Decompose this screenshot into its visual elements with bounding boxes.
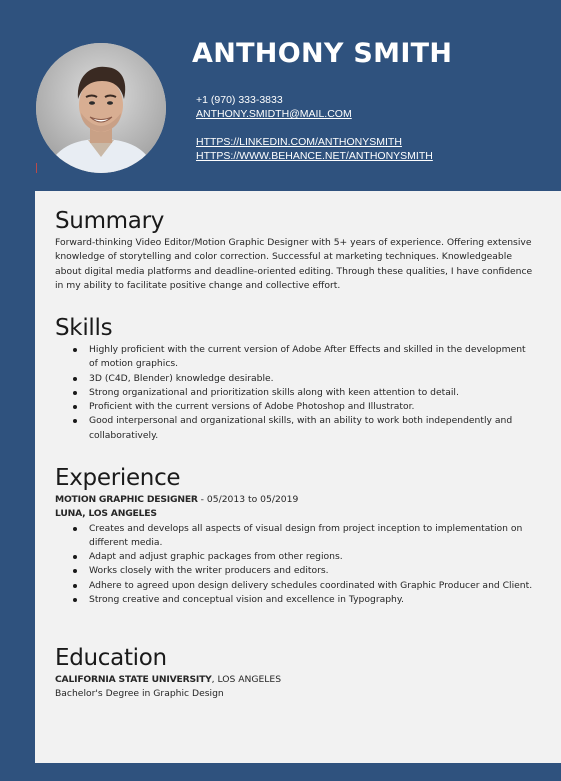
job-dates: - 05/2013 to 05/2019 [197, 494, 299, 505]
job-title: MOTION GRAPHIC DESIGNER [55, 494, 198, 505]
company-name: LUNA, LOS ANGELES [55, 508, 157, 520]
person-portrait-icon [36, 43, 166, 173]
experience-list [55, 522, 535, 608]
summary-text: Forward-thinking Video Editor/Motion Graphic Designer with 5+ years of experience. Offering extensive knowledge of storytelling and color correction. Successful at marketing techniques. Knowledgeable about digital media platforms and deadline-oriented editing. Through these qualities, I have confidence in my ability to facilitate positive change and collective effort. [55, 237, 533, 291]
list-item: Strong creative and conceptual vision and excellence in Typography. [89, 593, 535, 607]
experience-section [55, 465, 535, 607]
profile-photo [36, 43, 166, 173]
skills-heading: Skills [55, 315, 113, 341]
email-link[interactable]: ANTHONY.SMIDTH@MAIL.COM [196, 108, 352, 120]
experience-heading: Experience [55, 465, 181, 491]
contact-spacer [196, 121, 433, 135]
list-item: Strong organizational and prioritization skills along with keen attention to detail. [89, 386, 535, 400]
photo-marker [36, 163, 37, 173]
phone-number: +1 (970) 333-3833 [196, 94, 283, 106]
person-name: ANTHONY SMITH [192, 38, 453, 69]
list-item: Creates and develops all aspects of visual design from project inception to implementation on different media. [89, 522, 535, 551]
list-item: Adhere to agreed upon design delivery schedules coordinated with Graphic Producer and Client. [89, 579, 535, 593]
list-item: Good interpersonal and organizational skills, with an ability to work both independently and collaboratively. [89, 414, 535, 443]
degree: Bachelor's Degree in Graphic Design [55, 688, 224, 700]
behance-link[interactable]: HTTPS://WWW.BEHANCE.NET/ANTHONYSMITH [196, 150, 433, 162]
education-heading: Education [55, 645, 167, 671]
linkedin-link[interactable]: HTTPS://LINKEDIN.COM/ANTHONYSMITH [196, 136, 402, 148]
list-item: Works closely with the writer producers and editors. [89, 564, 535, 578]
resume-body [35, 191, 561, 763]
job-title-line [55, 493, 535, 507]
school-name: CALIFORNIA STATE UNIVERSITY [55, 674, 212, 685]
contact-block [196, 93, 433, 163]
list-item: Adapt and adjust graphic packages from other regions. [89, 550, 535, 564]
school-line [55, 673, 535, 687]
list-item: 3D (C4D, Blender) knowledge desirable. [89, 372, 535, 386]
list-item: Highly proficient with the current version of Adobe After Effects and skilled in the development of motion graphics. [89, 343, 535, 372]
education-section [55, 645, 535, 702]
summary-section [55, 208, 535, 293]
skills-list [55, 343, 535, 443]
school-location: , LOS ANGELES [211, 674, 282, 685]
summary-heading: Summary [55, 208, 165, 234]
list-item: Proficient with the current versions of Adobe Photoshop and Illustrator. [89, 400, 535, 414]
skills-section [55, 315, 535, 443]
